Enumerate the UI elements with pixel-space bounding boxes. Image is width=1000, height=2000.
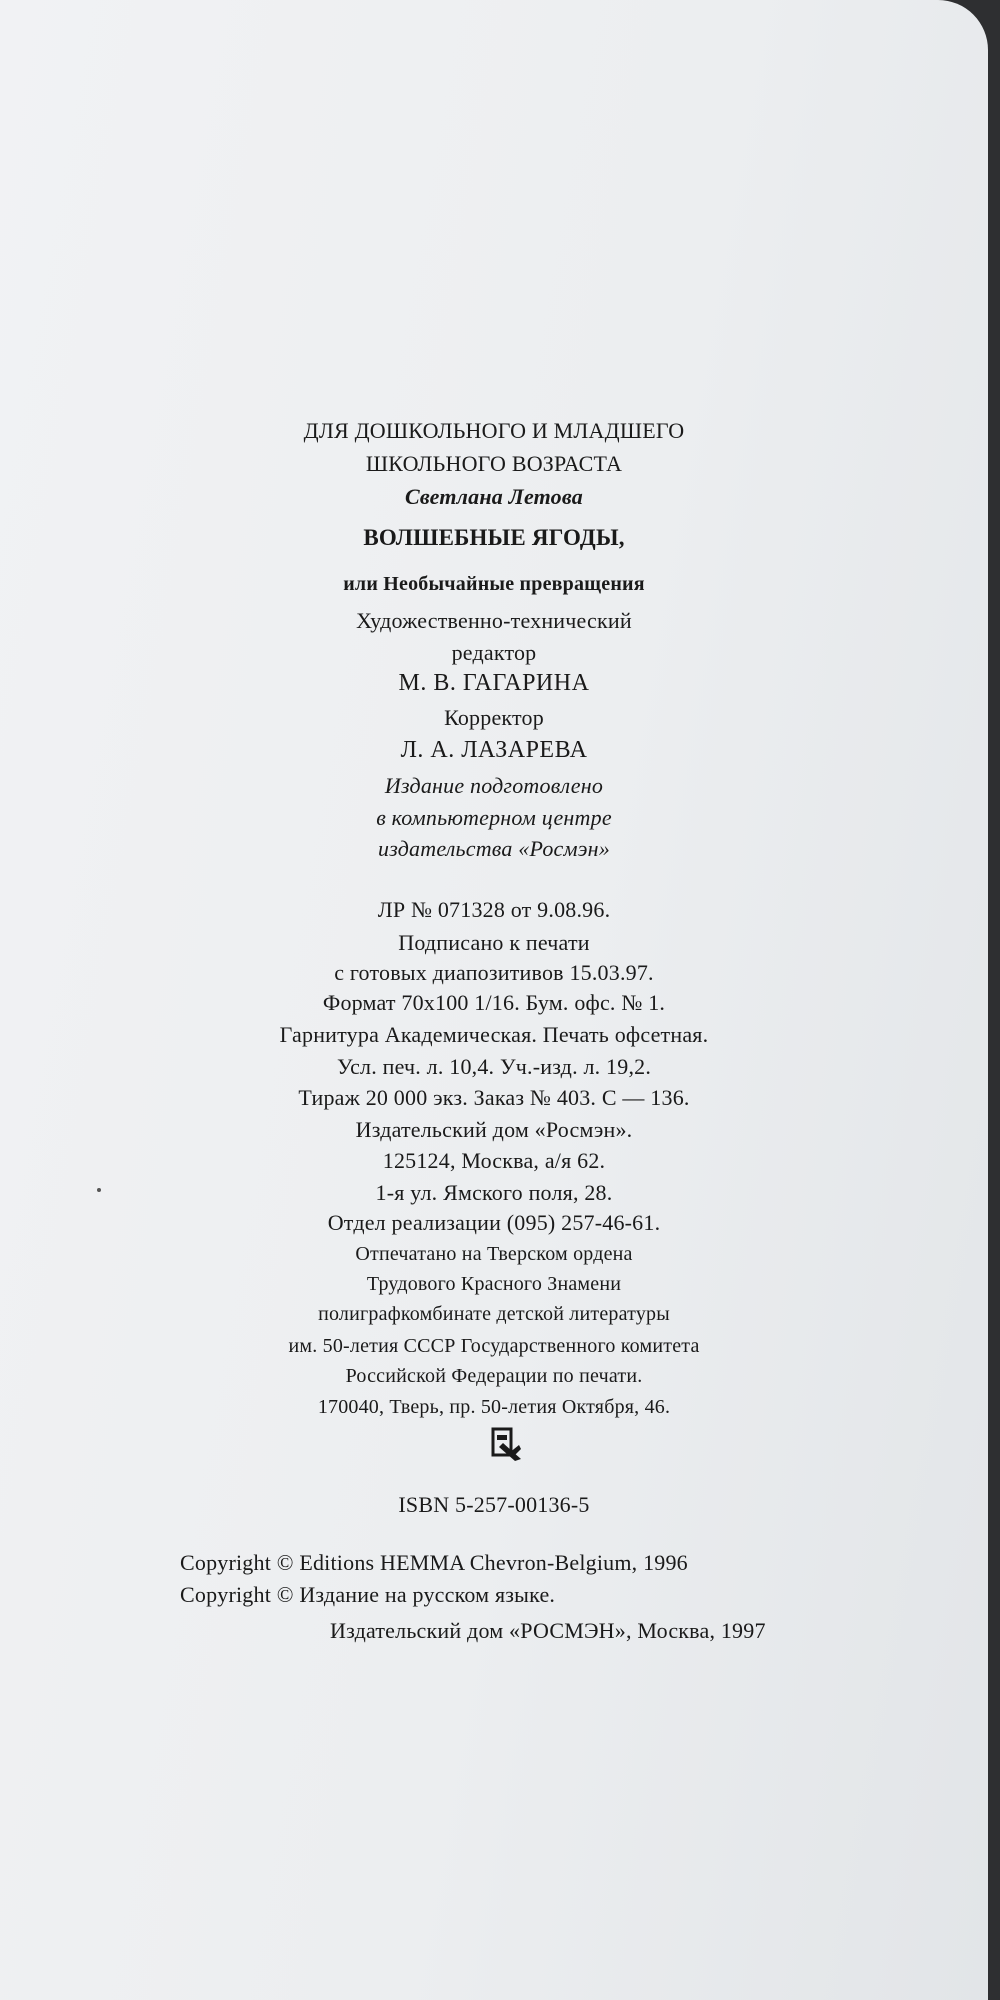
printed-line-6: 170040, Тверь, пр. 50-летия Октября, 46. [317,1396,671,1418]
prepared-line-3: издательства «Росмэн» [378,836,610,861]
audience-line-2: ШКОЛЬНОГО ВОЗРАСТА [365,451,623,476]
signed-line-1: Подписано к печати [398,930,590,955]
printer-mark-icon [489,1425,525,1463]
audience-line-1: ДЛЯ ДОШКОЛЬНОГО И МЛАДШЕГО [303,418,685,443]
author-name: Светлана Летова [405,484,583,509]
publisher-line: Издательский дом «Росмэн». [355,1117,633,1142]
prepared-line-2: в компьютерном центре [376,805,612,830]
sheets-line: Усл. печ. л. 10,4. Уч.-изд. л. 19,2. [336,1054,652,1079]
isbn: ISBN 5-257-00136-5 [398,1492,590,1517]
license-number: ЛР № 071328 от 9.08.96. [377,897,611,922]
signed-line-2: с готовых диапозитивов 15.03.97. [334,960,654,985]
art-editor-role-1: Художественно-технический [356,608,632,633]
print-run-line: Тираж 20 000 экз. Заказ № 403. С — 136. [298,1085,690,1110]
paper-speck [97,1188,101,1192]
printed-line-3: полиграфкомбинате детской литературы [318,1303,670,1325]
copyright-line-2: Copyright © Издание на русском языке. [180,1582,556,1607]
printed-line-4: им. 50-летия СССР Государственного комитета [288,1335,700,1357]
address-line-2: 1-я ул. Ямского поля, 28. [375,1180,613,1205]
corrector-name: Л. А. ЛАЗАРЕВА [400,737,588,763]
typeface-line: Гарнитура Академическая. Печать офсетная. [279,1022,709,1047]
copyright-line-3: Издательский дом «РОСМЭН», Москва, 1997 [330,1618,766,1643]
printed-line-1: Отпечатано на Тверском ордена [355,1243,633,1265]
art-editor-name: М. В. ГАГАРИНА [398,670,590,696]
copyright-line-1: Copyright © Editions HEMMA Chevron-Belgium, 1996 [180,1550,688,1575]
corrector-role: Корректор [444,705,544,730]
printed-line-5: Российской Федерации по печати. [345,1365,643,1387]
printed-line-2: Трудового Красного Знамени [366,1273,622,1295]
address-line-1: 125124, Москва, а/я 62. [382,1148,606,1173]
format-line: Формат 70x100 1/16. Бум. офс. № 1. [322,990,666,1015]
book-subtitle: или Необычайные превращения [343,573,645,595]
art-editor-role-2: редактор [451,640,537,665]
book-title: ВОЛШЕБНЫЕ ЯГОДЫ, [363,525,625,550]
prepared-line-1: Издание подготовлено [384,773,604,798]
sales-line: Отдел реализации (095) 257-46-61. [327,1210,661,1235]
